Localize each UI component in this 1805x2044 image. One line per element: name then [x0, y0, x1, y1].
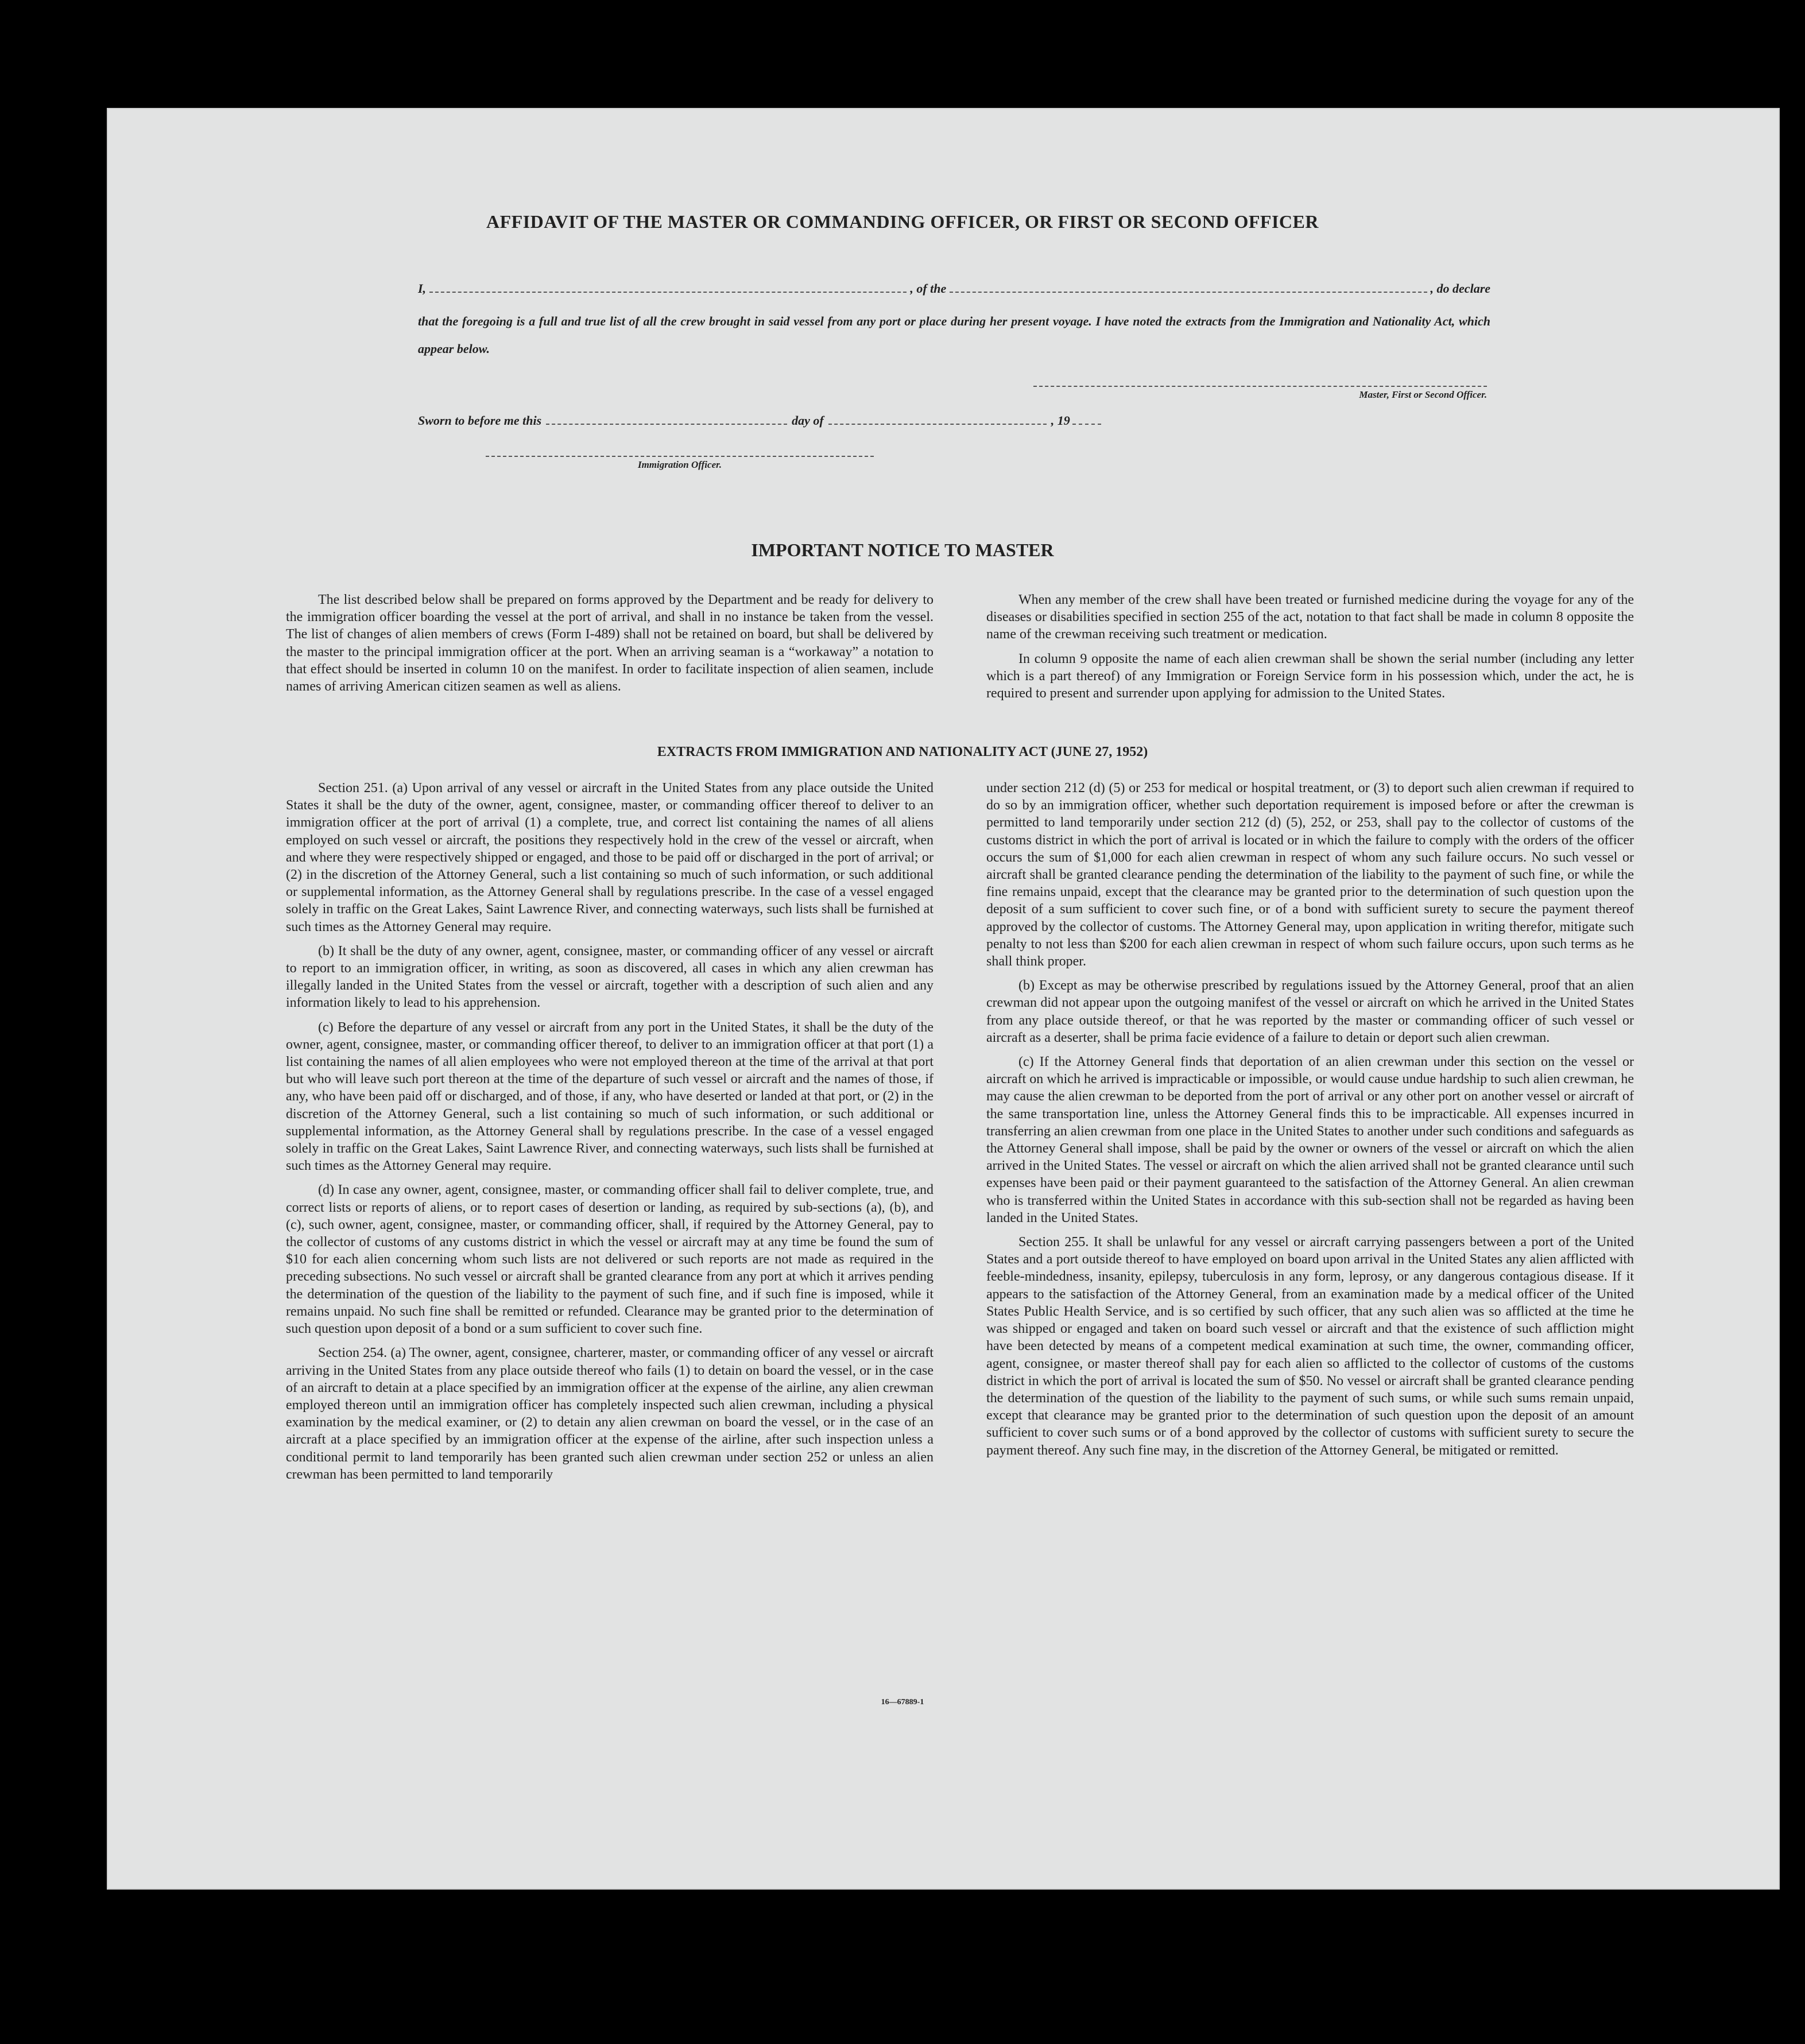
- section-254b-paragraph: (b) Except as may be otherwise prescribed by regulations issued by the Attorney General, proof that an alien crewman did not appear upon the outgoing manifest of the vessel or aircraft on which he arrived in the United States from any place outside thereof, or that he was reported by the master or commanding officer of such vessel or aircraft as a deserter, shall be prima facie evidence of a failure to detain or deport such alien crewman.: [986, 978, 1634, 1045]
- extracts-left-column: [286, 779, 934, 1490]
- sworn-day-of-label: day of: [792, 413, 824, 428]
- section-251a-paragraph: Section 251. (a) Upon arrival of any vessel or aircraft in the United States from any place outside the United States it shall be the duty of the owner, agent, consignee, master, or commanding officer thereof to deliver to an immigration officer at the port of arrival (1) a complete, true, and correct list containing the names of all aliens employed on such vessel or aircraft, the positions they respectively hold in the crew of the vessel or aircraft, when and where they were respectively shipped or engaged, and those to be paid off or discharged in the port of arrival; or (2) in the discretion of the Attorney General, such a list containing so much of such information, or such additional or supplemental information, as the Attorney General shall by regulations prescribe. In the case of a vessel engaged solely in traffic on the Great Lakes, Saint Lawrence River, and connecting waterways, such lists shall be furnished at such times as the Attorney General may require.: [286, 781, 934, 934]
- sworn-prefix: Sworn to before me this: [418, 413, 542, 428]
- affidavit-declare-label: , do declare: [1430, 281, 1491, 296]
- affidavit-i-label: I,: [418, 281, 427, 296]
- affiant-name-field[interactable]: [429, 292, 907, 293]
- extracts-right-column: [986, 779, 1634, 1466]
- notice-right-column: [986, 591, 1634, 709]
- affidavit-title: AFFIDAVIT OF THE MASTER OR COMMANDING OFFICER, OR FIRST OR SECOND OFFICER: [486, 211, 1319, 232]
- immigration-officer-signature-line[interactable]: [486, 456, 874, 471]
- affidavit-declaration-line: [418, 281, 1490, 296]
- section-254a-continued-paragraph: under section 212 (d) (5) or 253 for medical or hospital treatment, or (3) to deport such alien crewman if required to do so by an immigration officer, whether such deportation requirement is imposed before or after the crewman is permitted to land temporarily under section 212 (d) (5), 252, or 253, shall pay to the collector of customs of the customs district in which the port of arrival is located or in which the failure to comply with the orders of the officer occurs the sum of $1,000 for each alien crewman in respect of whom any such failure occurs. No such vessel or aircraft shall be granted clearance pending the determination of the liability to the payment of such fine, or while the fine remains unpaid, except that the clearance may be granted prior to the determination of such question upon the deposit of a sum sufficient to cover such fine, or of a bond with sufficient surety to secure the payment thereof approved by the collector of customs. The Attorney General may, upon application in writing therefor, mitigate such penalty to not less than $200 for each alien crewman in respect of whom such failure occurs, upon such terms as he shall think proper.: [986, 781, 1634, 969]
- form-number: 16—67889-1: [881, 1698, 924, 1706]
- extracts-heading: EXTRACTS FROM IMMIGRATION AND NATIONALITY ACT (JUNE 27, 1952): [657, 744, 1148, 759]
- notice-paragraph: In column 9 opposite the name of each alien crewman shall be shown the serial number (including any letter which is a part thereof) of any Immigration or Foreign Service form in his possession which, under the act, he is required to present and surrender upon applying for admission to the United States.: [986, 651, 1634, 701]
- sworn-day-field[interactable]: [546, 424, 787, 425]
- affidavit-of-the-label: , of the: [910, 281, 947, 296]
- sworn-month-field[interactable]: [828, 424, 1047, 425]
- master-signature-label: Master, First or Second Officer.: [1359, 389, 1487, 400]
- notice-left-column: [286, 591, 934, 702]
- notice-paragraph: The list described below shall be prepared on forms approved by the Department and be ready for delivery to the immigration officer boarding the vessel at the port of arrival, and shall in no instance be taken from the vessel. The list of changes of alien members of crews (Form I-489) shall not be retained on board, but shall be delivered by the master to the principal immigration officer at the port. When an arriving seaman is a “workaway” a notation to that effect should be inserted in column 10 on the manifest. In order to facilitate inspection of alien seamen, include names of arriving American citizen seamen as well as aliens.: [286, 592, 934, 695]
- section-254c-paragraph: (c) If the Attorney General finds that deportation of an alien crewman under this section on the vessel or aircraft on which he arrived is impracticable or impossible, or would cause undue hardship to such alien crewman, he may cause the alien crewman to be deported from the port of arrival or any other port on another vessel or aircraft of the same transportation line, unless the Attorney General finds this to be impracticable. All expenses incurred in transferring an alien crewman from one place in the United States to another under such conditions and safeguards as the Attorney General shall impose, shall be paid by the owner or owners of the vessel or aircraft on which the alien arrived in the United States. The vessel or aircraft on which the alien arrived shall not be granted clearance until such expenses have been paid or their payment guaranteed to the satisfaction of the Attorney General. An alien crewman who is transferred within the United States in accordance with this sub-section shall not be regarded as having been landed in the United States.: [986, 1054, 1634, 1225]
- notice-heading: IMPORTANT NOTICE TO MASTER: [751, 540, 1054, 560]
- section-251c-paragraph: (c) Before the departure of any vessel or aircraft from any port in the United States, it shall be the duty of the owner, agent, consignee, master, or commanding officer thereof, to deliver to an immigration officer at that port (1) a list containing the names of all alien employees who were not employed thereon at the time of the arrival at that port but who will leave such port thereon at the time of the departure of such vessel or aircraft and the names of those, if any, who have been paid off or discharged, and of those, if any, who have deserted or landed at that port, or (2) in the discretion of the Attorney General, such a list containing so much of such information, or such additional or supplemental information, as the Attorney General shall by regulations prescribe. In the case of a vessel engaged solely in traffic on the Great Lakes, Saint Lawrence River, and connecting waterways, such lists shall be furnished at such times as the Attorney General may require.: [286, 1019, 934, 1174]
- notice-paragraph: When any member of the crew shall have been treated or furnished medicine during the voyage for any of the diseases or disabilities specified in section 255 of the act, notation to that fact shall be made in column 8 opposite the name of the crewman receiving such treatment or medication.: [986, 592, 1634, 642]
- section-255-paragraph: Section 255. It shall be unlawful for any vessel or aircraft carrying passengers between a port of the United States and a port outside thereof to have employed on board upon arrival in the United States any alien afflicted with feeble-mindedness, insanity, epilepsy, tuberculosis in any form, leprosy, or any dangerous contagious disease. If it appears to the satisfaction of the Attorney General, from an examination made by a medical officer of the United States Public Health Service, and is so certified by such officer, that any such alien was so afflicted at the time he was shipped or engaged and taken on board such vessel or aircraft and that the existence of such affliction might have been detected by means of a competent medical examination at such time, the owner, commanding officer, agent, consignee, or master thereof shall pay for each alien so afflicted to the collector of customs of the customs district in which the port of arrival is located the sum of $50. No vessel or aircraft shall be granted clearance pending the determination of the question of the liability to the payment of such sums, or while such sums remain unpaid, except that clearance may be granted prior to the determination of such question upon the deposit of an amount sufficient to cover such sums or of a bond approved by the collector of customs with sufficient surety to secure the payment thereof. Any such fine may, in the discretion of the Attorney General, be mitigated or remitted.: [986, 1235, 1634, 1458]
- sworn-year-field[interactable]: [1072, 424, 1101, 425]
- section-251d-paragraph: (d) In case any owner, agent, consignee, master, or commanding officer shall fail to deliver complete, true, and correct lists or reports of aliens, or to report cases of desertion or landing, as required by sub-sections (a), (b), and (c), such owner, agent, consignee, master, or commanding officer, shall, if required by the Attorney General, pay to the collector of customs of any customs district in which the vessel or aircraft may at any time be found the sum of $10 for each alien concerning whom such lists are not delivered or such reports are not made as required in the preceding subsections. No such vessel or aircraft shall be granted clearance from any port at which it arrives pending the determination of the question of the liability to the payment of such fine, and if such fine is imposed, while it remains unpaid. No such fine shall be remitted or refunded. Clearance may be granted prior to the determination of such question upon deposit of a bond or a sum sufficient to cover such fine.: [286, 1182, 934, 1337]
- sworn-year-label: , 19: [1051, 413, 1070, 428]
- vessel-name-field[interactable]: [950, 292, 1427, 293]
- section-254a-paragraph: Section 254. (a) The owner, agent, consignee, charterer, master, or commanding officer of any vessel or aircraft arriving in the United States from any place outside thereof who fails (1) to detain on board the vessel, or in the case of an aircraft to detain at a place specified by an immigration officer at the expense of the airline, any alien crewman employed thereon until an immigration officer has completely inspected such alien crewman, including a physical examination by the medical examiner, or (2) to detain any alien crewman on board the vessel, or in the case of an aircraft at a place specified by an immigration officer at the expense of the airline, after such inspection unless a conditional permit to land temporarily has been granted such alien crewman under section 252 or unless an alien crewman has been permitted to land temporarily: [286, 1345, 934, 1482]
- sworn-line: [418, 413, 1164, 428]
- immigration-officer-label: Immigration Officer.: [637, 459, 722, 470]
- section-251b-paragraph: (b) It shall be the duty of any owner, agent, consignee, master, or commanding officer of any vessel or aircraft to report to an immigration officer, in writing, as soon as discovered, all cases in which any alien crewman has illegally landed in the United States from the vessel or aircraft, together with a description of such alien and any information likely to lead to his apprehension.: [286, 943, 934, 1011]
- affidavit-statement: that the foregoing is a full and true list of all the crew brought in said vessel from any port or place during her present voyage. I have noted the extracts from the Immigration and Nationality Act, which appear below.: [418, 314, 1490, 356]
- master-signature-line[interactable]: [1033, 386, 1487, 401]
